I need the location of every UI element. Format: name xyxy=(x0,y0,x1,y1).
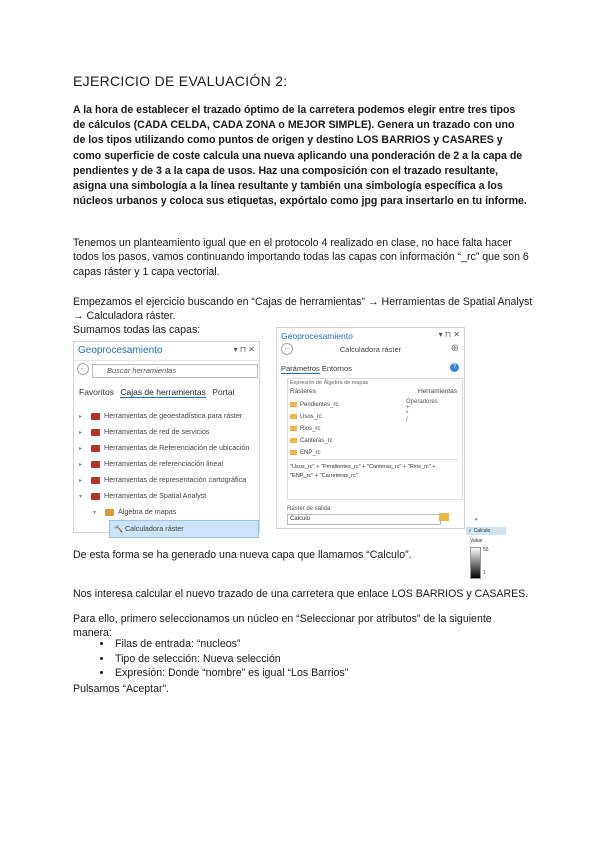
tools-header: Herramientas xyxy=(418,388,458,395)
search-input[interactable]: Buscar herramientas xyxy=(92,364,258,378)
selection-steps-list xyxy=(73,637,533,681)
toolbox-icon xyxy=(91,429,100,436)
add-icon[interactable]: ⊕ xyxy=(450,343,459,354)
paragraph-1: Tenemos un planteamiento igual que en el protocolo 4 realizado en clase, no hace falta hacer todos los pasos, vamos continuando importando todas las capas con información “_rc” que son 6 capas ráster y 1 capa vectorial. xyxy=(73,237,529,278)
expand-icon[interactable]: ▸ xyxy=(79,462,83,468)
toolbox-row[interactable] xyxy=(79,456,259,472)
expression-field[interactable]: "Usos_rc" + "Pendientes_rc" + "Canteras_rc" + "Rios_rc" + "ENP_rc" + "Carreteras_rc" xyxy=(290,459,458,481)
collapse-icon[interactable]: ▾ xyxy=(475,517,478,523)
folder-icon xyxy=(290,450,297,455)
panel-controls[interactable]: ▾ ⊓ ✕ xyxy=(233,345,255,354)
tool-row-selected[interactable] xyxy=(109,520,259,538)
raster-item[interactable] xyxy=(290,435,380,447)
toolbox-label: Herramientas de referenciación lineal xyxy=(104,459,224,468)
raster-list xyxy=(290,399,380,459)
legend-low-value: 1 xyxy=(483,570,486,576)
toolset-row[interactable] xyxy=(79,504,259,520)
raster-item[interactable] xyxy=(290,399,380,411)
expand-icon[interactable]: ▸ xyxy=(79,478,83,484)
tool-tabs xyxy=(281,364,352,373)
paragraph-2: Empezamos el ejercicio buscando en “Cajas de herramientas” → Herramientas de Spatial Analyst → Calculadora ráster. xyxy=(73,296,533,323)
toolbox-icon xyxy=(91,445,100,452)
rasters-header: Rásteres xyxy=(290,388,317,395)
panel-controls[interactable]: ▾ ⊓ ✕ xyxy=(438,330,460,339)
operator-list xyxy=(406,399,456,423)
toolbox-icon xyxy=(91,413,100,420)
raster-item[interactable] xyxy=(290,411,380,423)
folder-icon xyxy=(290,438,297,443)
raster-item-label: Pendientes_rc xyxy=(300,402,339,408)
toolbox-icon xyxy=(91,477,100,484)
exercise-statement: A la hora de establecer el trazado óptimo de la carretera podemos elegir entre tres tipos de cálculos (CADA CELDA, CADA ZONA o MEJOR SIMPLE). Genera un trazado con uno de los tipos utilizando como puntos de origen y destino LOS BARRIOS y CASARES y como superficie de coste calcula una nueva aplicando una ponderación de 2 a la capa de pendientes y de 3 a la capa de usos. Haz una composición con el trazado resultante, asigna una simbología a la línea resultante y también una simbología específica a los núcleos urbanos y coloca sus etiquetas, expórtalo como jpg para insertarlo en tu informe. xyxy=(73,104,527,208)
raster-calculator-panel xyxy=(276,327,465,529)
paragraph-6: Para ello, primero seleccionamos un núcleo en “Seleccionar por atributos” de la siguiente manera: xyxy=(73,613,492,640)
toolbox-row[interactable] xyxy=(79,472,259,488)
toolbox-label: Herramientas de Spatial Analyst xyxy=(104,491,207,500)
raster-item-label: Rios_rc xyxy=(300,426,321,432)
list-item: • Expresión: Donde “nombre” es igual “Los Barrios” xyxy=(113,666,533,681)
operator-item[interactable]: / xyxy=(406,417,408,423)
paragraph-5: Nos interesa calcular el nuevo trazado de una carretera que enlace LOS BARRIOS y CASARES. xyxy=(73,588,529,600)
page-title: EJERCICIO DE EVALUACIÓN 2: xyxy=(73,73,288,89)
tab-favorites[interactable]: Favoritos xyxy=(79,387,114,397)
toolbox-row[interactable] xyxy=(79,408,259,424)
folder-icon xyxy=(290,414,297,419)
paragraph-7: Pulsamos “Aceptar”. xyxy=(73,683,169,695)
tab-parameters[interactable]: Parámetros xyxy=(281,364,320,373)
raster-item-label: Usos_rc xyxy=(300,414,323,420)
tool-title: Calculadora ráster xyxy=(339,345,402,354)
legend-label: Value xyxy=(470,538,483,544)
tab-toolboxes[interactable]: Cajas de herramientas xyxy=(120,387,206,397)
expand-icon[interactable]: ▸ xyxy=(79,414,83,420)
operator-item[interactable]: Operadores xyxy=(406,399,438,405)
raster-item-label: Canteras_rc xyxy=(300,438,333,444)
tab-portal[interactable]: Portal xyxy=(212,387,235,397)
expression-caption: Expresión de Álgebra de mapas xyxy=(290,380,369,386)
tool-label: Calculadora ráster xyxy=(124,524,184,533)
output-raster-label: Ráster de salida xyxy=(287,506,331,512)
geoprocessing-toolbox-panel xyxy=(73,341,260,533)
back-icon[interactable]: ← xyxy=(281,343,293,355)
map-algebra-box xyxy=(287,378,463,500)
collapse-icon[interactable]: ▾ xyxy=(79,494,83,500)
operator-item[interactable]: * xyxy=(406,411,409,417)
help-icon[interactable]: ? xyxy=(450,363,459,372)
toolbox-row[interactable] xyxy=(79,488,259,504)
paragraph-4: De esta forma se ha generado una nueva capa que llamamos “Calculo”. xyxy=(73,549,412,561)
folder-icon xyxy=(290,426,297,431)
layer-checkbox[interactable]: ✓ Calculo xyxy=(466,527,506,535)
toolbox-tabs xyxy=(79,387,238,397)
toolbox-label: Herramientas de geoestadística para ráster xyxy=(104,411,243,420)
toolbox-row[interactable] xyxy=(79,424,259,440)
list-item: • Tipo de selección: Nueva selección xyxy=(113,652,533,667)
toolbox-icon xyxy=(91,493,100,500)
toolset-label: Álgebra de mapas xyxy=(118,507,177,516)
output-raster-input[interactable]: Calculo xyxy=(287,514,441,525)
toolbox-label: Herramientas de representación cartográfica xyxy=(104,475,247,484)
expand-icon[interactable]: ▸ xyxy=(79,430,83,436)
toolbox-label: Herramientas de red de servicios xyxy=(104,427,210,436)
panel-header: Geoprocesamiento xyxy=(74,342,259,361)
hammer-icon: 🔨 xyxy=(114,524,125,533)
toolset-icon xyxy=(105,509,114,516)
toolbox-row[interactable] xyxy=(79,440,259,456)
raster-item-label: ENP_rc xyxy=(300,450,321,456)
back-icon[interactable]: ← xyxy=(77,363,89,375)
raster-item[interactable] xyxy=(290,447,380,459)
toolbox-label: Herramientas de Referenciación de ubicación xyxy=(104,443,250,452)
folder-icon[interactable] xyxy=(439,513,449,521)
list-item: • Filas de entrada: “nucleos” xyxy=(113,637,533,652)
legend-high-value: 55 xyxy=(483,547,489,553)
expand-icon[interactable]: ▸ xyxy=(79,446,83,452)
tab-environments[interactable]: Entornos xyxy=(321,364,352,373)
panel-header: Geoprocesamiento xyxy=(281,331,353,341)
toolbox-icon xyxy=(91,461,100,468)
folder-icon xyxy=(290,402,297,407)
paragraph-3: Sumamos todas las capas: xyxy=(73,324,201,336)
layer-name: Calculo xyxy=(473,528,491,534)
collapse-icon[interactable]: ▾ xyxy=(93,510,97,516)
operator-item[interactable]: + xyxy=(406,405,410,411)
raster-item[interactable] xyxy=(290,423,380,435)
